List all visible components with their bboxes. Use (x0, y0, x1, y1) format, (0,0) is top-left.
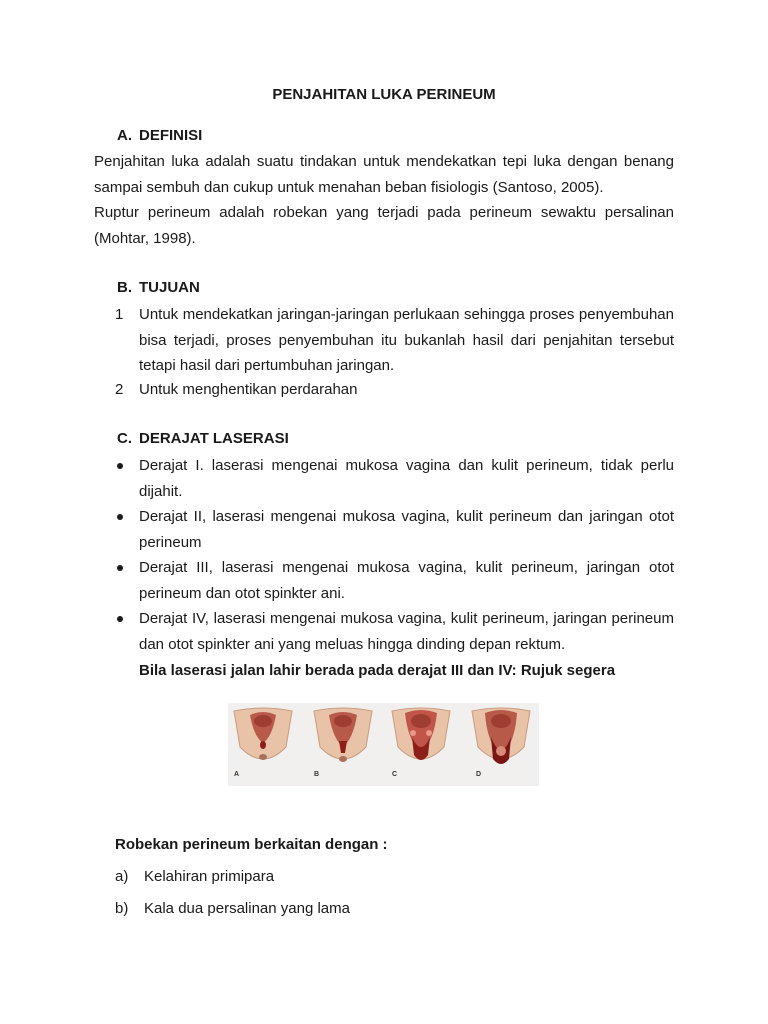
section-a-label: A. (117, 127, 132, 144)
list-marker: 1 (115, 306, 124, 323)
closing-heading: Robekan perineum berkaitan dengan : (115, 836, 388, 853)
document-title: PENJAHITAN LUKA PERINEUM (272, 86, 496, 103)
bullet-icon (117, 565, 123, 571)
section-b-heading (117, 279, 417, 299)
section-b-label: B. (117, 279, 132, 296)
list-marker: b) (115, 900, 129, 917)
list-marker: a) (115, 868, 129, 885)
figure-label-d: D (476, 771, 482, 778)
figure-label-c: C (392, 771, 398, 778)
figure-panel-c (388, 707, 454, 771)
list-item-text: Derajat I. laserasi mengenai mukosa vagina dan kulit perineum, tidak perlu dijahit. (139, 457, 674, 500)
section-c-title: DERAJAT LASERASI (139, 430, 289, 447)
section-b-title: TUJUAN (139, 279, 200, 296)
perineum-illustration-c (388, 707, 454, 771)
figure-panel-d (468, 707, 534, 771)
list-item-text: Derajat II, laserasi mengenai mukosa vagina, kulit perineum dan jaringan otot perineum (139, 508, 674, 551)
figure-label-b: B (314, 771, 320, 778)
list-item-text: Untuk mendekatkan jaringan-jaringan perlukaan sehingga proses penyembuhan bisa terjadi, proses penyembuhan itu bukanlah hasil dari penjahitan tersebut tetapi hasil dari pertumbuhan jaringan. (139, 306, 674, 374)
section-c-heading (117, 430, 417, 450)
list-item-text: Kala dua persalinan yang lama (144, 900, 350, 917)
section-a-heading (117, 127, 417, 147)
laceration-degrees-figure (228, 703, 539, 786)
figure-panel-a (230, 707, 296, 771)
list-item-text: Untuk menghentikan perdarahan (139, 381, 358, 398)
definition-paragraph-2: Ruptur perineum adalah robekan yang terjadi pada perineum sewaktu persalinan (Mohtar, 1998). (94, 204, 674, 247)
referral-note: Bila laserasi jalan lahir berada pada derajat III dan IV: Rujuk segera (139, 662, 616, 679)
perineum-illustration-a (230, 707, 296, 771)
section-c-label: C. (117, 430, 132, 447)
perineum-illustration-b (310, 707, 376, 771)
bullet-icon (117, 514, 123, 520)
perineum-illustration-d (468, 707, 534, 771)
bullet-icon (117, 463, 123, 469)
definition-paragraph-1: Penjahitan luka adalah suatu tindakan untuk mendekatkan tepi luka dengan benang sampai sembuh dan cukup untuk menahan beban fisiologis (Santoso, 2005). (94, 153, 674, 196)
bullet-icon (117, 616, 123, 622)
list-item-text: Derajat IV, laserasi mengenai mukosa vagina, kulit perineum, jaringan perineum dan otot spinkter ani yang meluas hingga dinding depan rektum. (139, 610, 674, 653)
figure-label-a: A (234, 771, 240, 778)
figure-panel-b (310, 707, 376, 771)
list-item-text: Kelahiran primipara (144, 868, 275, 885)
list-marker: 2 (115, 381, 124, 398)
list-item-text: Derajat III, laserasi mengenai mukosa vagina, kulit perineum, jaringan otot perineum dan otot spinkter ani. (139, 559, 674, 602)
section-a-title: DEFINISI (139, 127, 203, 144)
